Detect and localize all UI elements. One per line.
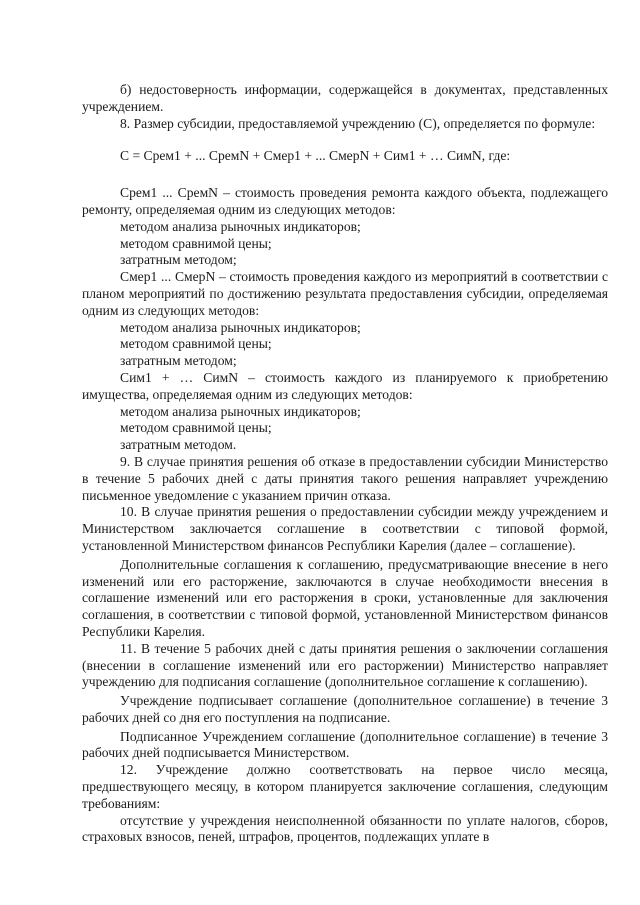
paragraph: 10. В случае принятия решения о предоставлении субсидии между учреждением и Министерством заключается соглашение в соответствии с типовой формой, установленной Министерством финансов Республики Карелия (далее – соглашение).	[82, 504, 608, 553]
paragraph: 11. В течение 5 рабочих дней с даты принятия решения о заключении соглашения (внесении в соглашение изменений или его расторжении) Министерство направляет учреждению для подписания соглашение (дополнительное соглашение к соглашению).	[82, 640, 608, 690]
formula: С = Срем1 + ... СремN + Смер1 + ... СмерN + Сим1 + … СимN, где:	[120, 148, 511, 164]
list-item: методом анализа рыночных индикаторов;	[120, 403, 361, 419]
paragraph: Дополнительные соглашения к соглашению, предусматривающие внесение в него изменений или его расторжение, заключаются в случае необходимости внесения в соглашение изменений или его расторжения в сроки, установленные для заключения соглашения, в соответствии с типовой формой, установленной Министерством финансов Республики Карелия.	[82, 556, 608, 639]
list-item: затратным методом;	[120, 353, 237, 369]
list-item: методом сравнимой цены;	[120, 336, 272, 352]
paragraph: 12. Учреждение должно соответствовать на первое число месяца, предшествующего месяцу, в котором планируется заключение соглашения, следующим требованиям:	[82, 762, 608, 811]
paragraph: Смер1 ... СмерN – стоимость проведения каждого из мероприятий в соответствии с планом мероприятий по достижению результата предоставления субсидии, определяемая одним из следующих методов:	[82, 269, 608, 318]
list-item: методом сравнимой цены;	[120, 420, 272, 436]
paragraph: Учреждение подписывает соглашение (дополнительное соглашение) в течение 3 рабочих дней со дня его поступления на подписание.	[82, 693, 608, 725]
paragraph: Срем1 ... СремN – стоимость проведения ремонта каждого объекта, подлежащего ремонту, определяемая одним из следующих методов:	[82, 185, 608, 217]
paragraph: 9. В случае принятия решения об отказе в предоставлении субсидии Министерство в течение 5 рабочих дней с даты принятия такого решения направляет учреждению письменное уведомление с указанием причин отказа.	[82, 453, 608, 503]
paragraph: Подписанное Учреждением соглашение (дополнительное соглашение) в течение 3 рабочих дней подписывается Министерством.	[82, 728, 608, 761]
list-item: затратным методом;	[120, 252, 237, 268]
paragraph: 8. Размер субсидии, предоставляемой учреждению (С), определяется по формуле:	[120, 115, 596, 131]
list-item: методом анализа рыночных индикаторов;	[120, 218, 361, 234]
list-item: методом сравнимой цены;	[120, 235, 272, 251]
paragraph: Сим1 + … СимN – стоимость каждого из планируемого к приобретению имущества, определяемая одним из следующих методов:	[82, 369, 608, 402]
document-page	[82, 82, 608, 846]
paragraph: отсутствие у учреждения неисполненной обязанности по уплате налогов, сборов, страховых взносов, пеней, штрафов, процентов, подлежащих уплате в	[82, 812, 608, 845]
list-item: методом анализа рыночных индикаторов;	[120, 319, 361, 335]
list-item: затратным методом.	[120, 437, 237, 453]
paragraph: б) недостоверность информации, содержащейся в документах, представленных учреждением.	[82, 82, 608, 114]
